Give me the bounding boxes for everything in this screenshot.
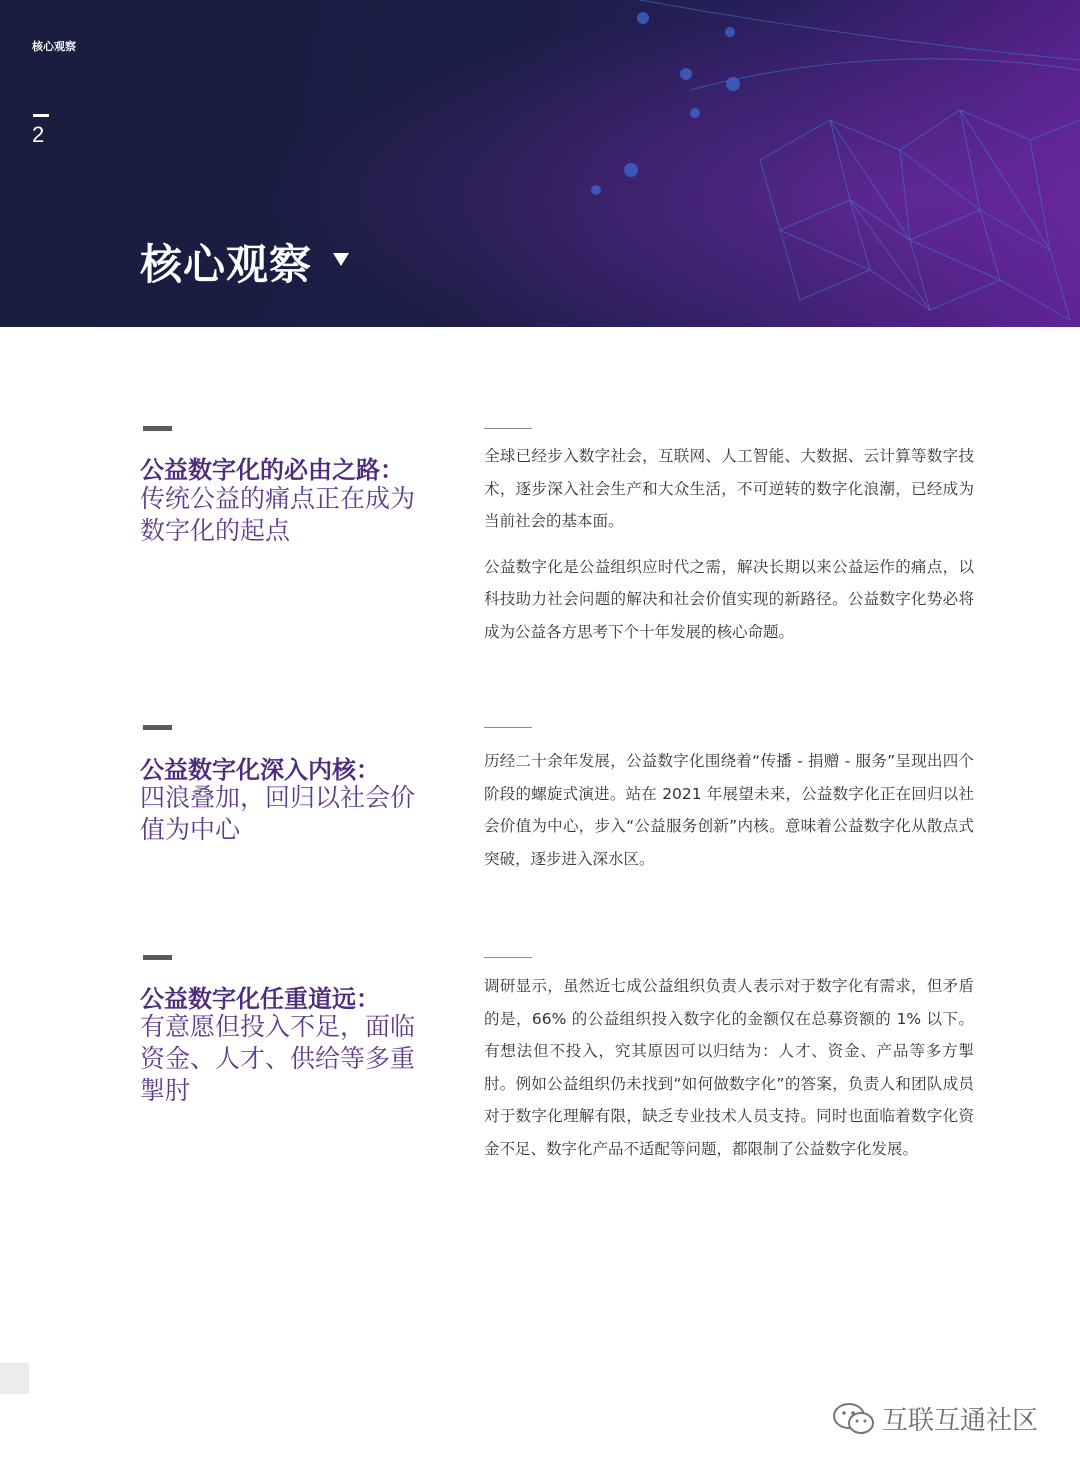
section-3-marker <box>143 955 172 960</box>
section-1-paragraph-1: 全球已经步入数字社会，互联网、人工智能、大数据、云计算等数字技术，逐步深入社会生产和大众生活，不可逆转的数字化浪潮，已经成为当前社会的基本面。 <box>484 447 974 530</box>
section-3-heading-subtitle: 有意愿但投入不足，面临资金、人才、供给等多重掣肘 <box>140 1012 416 1105</box>
section-2-marker <box>143 725 172 730</box>
section-3-body <box>484 970 974 1178</box>
running-head: 核心观察 <box>32 40 76 53</box>
section-2-heading-bold: 公益数字化深入内核： <box>140 756 380 784</box>
section-1-body <box>484 440 974 661</box>
section-2-rule <box>484 727 532 728</box>
section-2-body <box>484 745 974 888</box>
section-2-paragraph-1: 历经二十余年发展，公益数字化围绕着“传播 - 捐赠 - 服务”呈现出四个阶段的螺旋式演进。站在 2021 年展望未来，公益数字化正在回归以社会价值为中心，步入“公益服务创新”内核。意味着公益数字化从散点式突破，逐步进入深水区。 <box>484 752 974 868</box>
section-2-heading-subtitle: 四浪叠加，回归以社会价值为中心 <box>140 783 416 844</box>
hero-banner <box>0 0 1080 327</box>
triangle-down-icon <box>333 253 349 266</box>
page-title: 核心观察 <box>140 240 313 289</box>
section-3-heading-bold: 公益数字化任重道远： <box>140 985 380 1013</box>
page-number-bar <box>33 114 49 117</box>
page-corner-tab <box>0 1363 29 1394</box>
section-3-rule <box>484 957 532 958</box>
wechat-icon <box>832 1402 876 1436</box>
section-1-paragraph-2: 公益数字化是公益组织应时代之需，解决长期以来公益运作的痛点，以科技助力社会问题的解决和社会价值实现的新路径。公益数字化势必将成为公益各方思考下个十年发展的核心命题。 <box>484 557 974 641</box>
section-1-rule <box>484 428 532 429</box>
watermark <box>832 1400 1038 1437</box>
page-number: 2 <box>32 122 45 147</box>
section-1-heading-subtitle: 传统公益的痛点正在成为数字化的起点 <box>140 484 416 545</box>
watermark-text: 互联互通社区 <box>882 1406 1039 1436</box>
section-1-heading-bold: 公益数字化的必由之路： <box>140 456 404 484</box>
section-3-paragraph-1: 调研显示，虽然近七成公益组织负责人表示对于数字化有需求，但矛盾的是，66% 的公益组织投入数字化的金额仅在总募资额的 1% 以下。有想法但不投入，究其原因可以归结为：人才、资金、产品等多方掣肘。例如公益组织仍未找到“如何做数字化”的答案，负责人和团队成员对于数字化理解有限，缺乏专业技术人员支持。同时也面临着数字化资金不足、数字化产品不适配等问题，都限制了公益数字化发展。 <box>484 977 974 1158</box>
section-1-marker <box>143 426 172 431</box>
